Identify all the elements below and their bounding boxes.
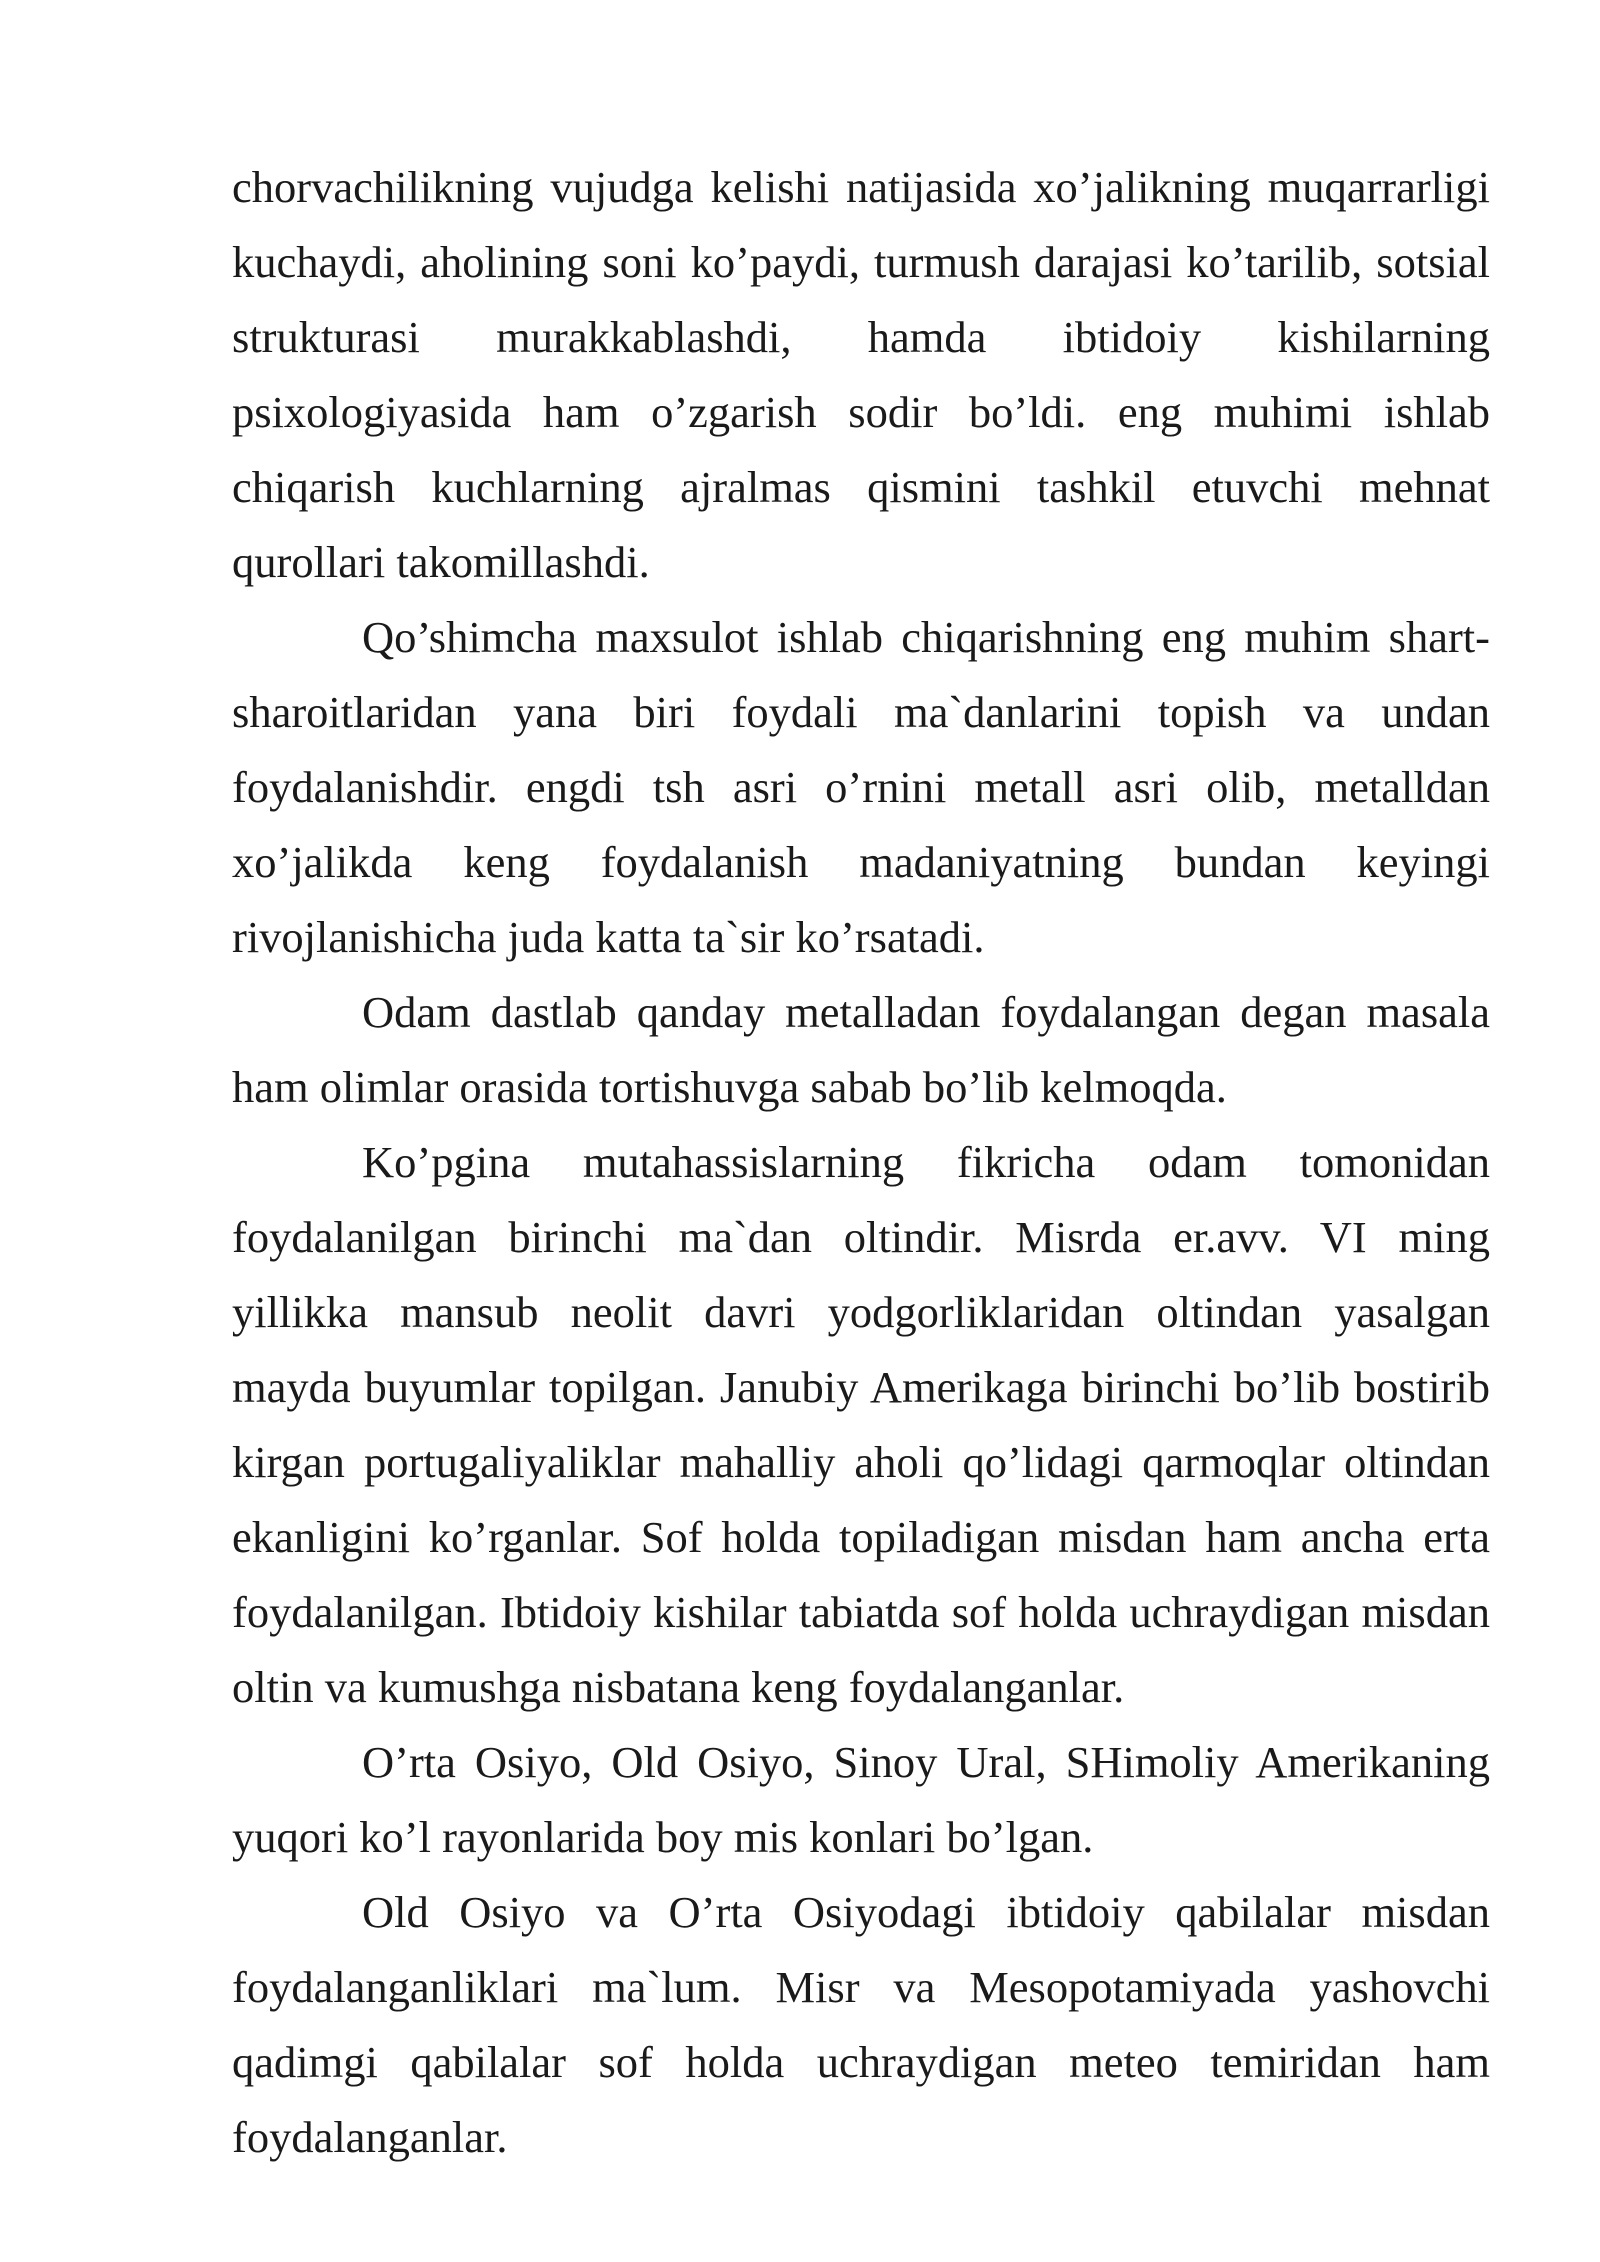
paragraph-6: Old Osiyo va O’rta Osiyodagi ibtidoiy qabilalar misdan foydalanganliklari ma`lum. Misr va Mesopotamiyada yashovchi qadimgi qabilalar sof holda uchraydigan meteo temiridan ham foydalanganlar. <box>232 1887 1490 2162</box>
paragraph-4: Ko’pgina mutahassislarning fikricha odam tomonidan foydalanilgan birinchi ma`dan oltindir. Misrda er.avv. VI ming yillikka mansub neolit davri yodgorliklaridan oltindan yasalgan mayda buyumlar topilgan. Janubiy Amerikaga birinchi bo’lib bostirib kirgan portugaliyaliklar mahalliy aholi qo’lidagi qarmoqlar oltindan ekanligini ko’rganlar. Sof holda topiladigan misdan ham ancha erta foydalanilgan. Ibtidoiy kishilar tabiatda sof holda uchraydigan misdan oltin va kumushga nisbatana keng foydalanganlar. <box>232 1137 1490 1712</box>
paragraph-5: O’rta Osiyo, Old Osiyo, Sinoy Ural, SHimoliy Amerikaning yuqori ko’l rayonlarida boy mis konlari bo’lgan. <box>232 1737 1490 1862</box>
paragraph-2: Qo’shimcha maxsulot ishlab chiqarishning eng muhim shart-sharoitlaridan yana biri foydali ma`danlarini topish va undan foydalanishdir. engdi tsh asri o’rnini metall asri olib, metalldan xo’jalikda keng foydalanish madaniyatning bundan keyingi rivojlanishicha juda katta ta`sir ko’rsatadi. <box>232 612 1490 962</box>
paragraph-1: chorvachilikning vujudga kelishi natijasida xo’jalikning muqarrarligi kuchaydi, aholining soni ko’paydi, turmush darajasi ko’tarilib, sotsial strukturasi murakkablashdi, hamda ibtidoiy kishilarning psixologiyasida ham o’zgarish sodir bo’ldi. eng muhimi ishlab chiqarish kuchlarning ajralmas qismini tashkil etuvchi mehnat qurollari takomillashdi. <box>232 162 1490 587</box>
document-body <box>232 150 1490 2175</box>
paragraph-3: Odam dastlab qanday metalladan foydalangan degan masala ham olimlar orasida tortishuvga sabab bo’lib kelmoqda. <box>232 987 1490 1112</box>
